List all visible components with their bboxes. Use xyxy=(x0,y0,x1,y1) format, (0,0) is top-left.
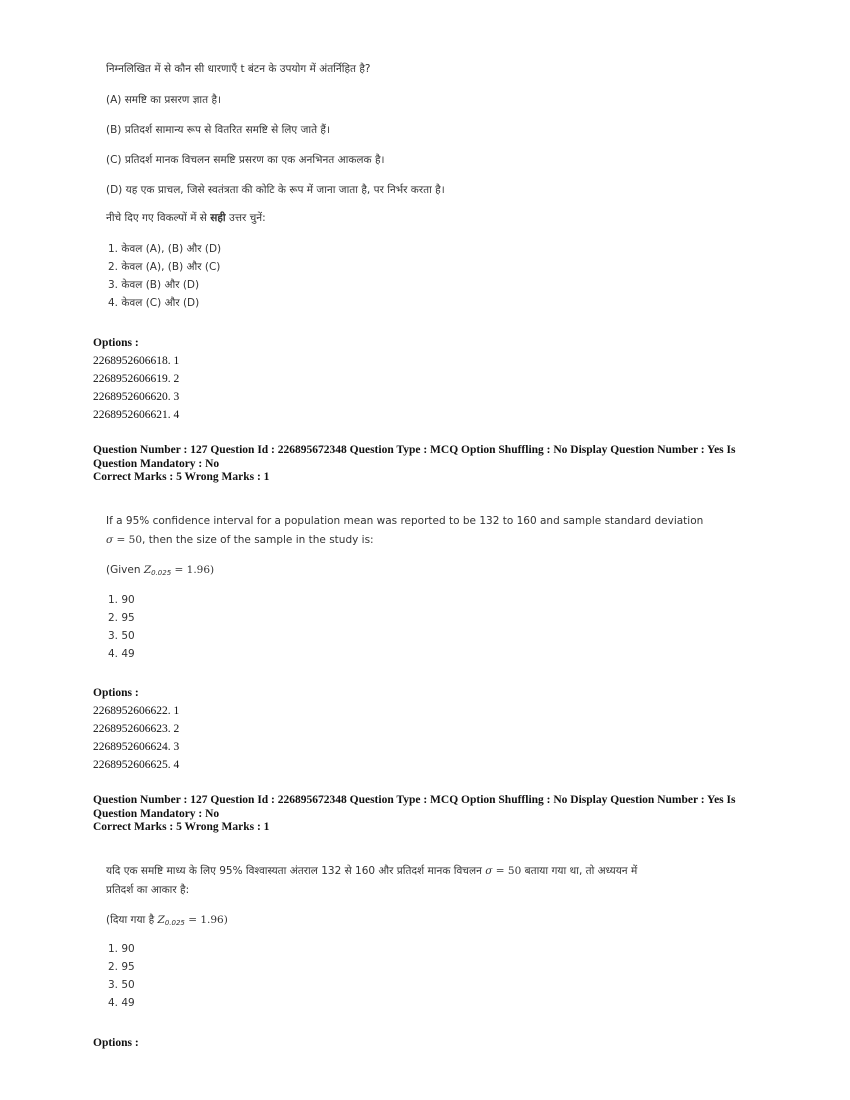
q2-given-prefix: (Given xyxy=(106,564,144,576)
q3-given-suffix: = 1.96) xyxy=(184,914,228,926)
option-id: 2268952606624. 3 xyxy=(93,741,180,753)
q3-choice: 3. 50 xyxy=(108,979,135,991)
q3-choice: 1. 90 xyxy=(108,943,135,955)
sigma-symbol: σ xyxy=(106,534,114,546)
q1-choice: 1. केवल (A), (B) और (D) xyxy=(108,243,222,255)
q1-statement-a: (A) समष्टि का प्रसरण ज्ञात है। xyxy=(106,94,222,106)
z-subscript: 0.025 xyxy=(164,919,185,927)
z-subscript: 0.025 xyxy=(151,569,172,577)
q1-statement-b: (B) प्रतिदर्श सामान्य रूप से वितरित समष्टि से लिए जाते हैं। xyxy=(106,124,330,136)
q3-stem-line2: प्रतिदर्श का आकार है: xyxy=(106,884,190,896)
q3-meta-line2: Question Mandatory : No xyxy=(93,807,220,820)
q1-choice: 3. केवल (B) और (D) xyxy=(108,279,200,291)
q3-options xyxy=(93,1034,793,1052)
z-symbol: Z xyxy=(157,914,165,926)
q2-stem-line1: If a 95% confidence interval for a population mean was reported to be 132 to 160 and sample standard deviation xyxy=(106,515,704,527)
q3-meta-line1: Question Number : 127 Question Id : 226895672348 Question Type : MCQ Option Shuffling : No Display Question Number : Yes Is xyxy=(93,794,736,806)
q2-stem-suffix: , then the size of the sample in the study is: xyxy=(142,534,374,546)
q2-options xyxy=(93,684,793,774)
q2-meta xyxy=(93,444,793,485)
option-id: 2268952606619. 2 xyxy=(93,373,180,385)
q2-meta-line3: Correct Marks : 5 Wrong Marks : 1 xyxy=(93,471,270,483)
q1-options-label: Options : xyxy=(93,337,139,349)
q2-choice: 4. 49 xyxy=(108,648,135,660)
q3-stem-after-sigma: बताया गया था, तो अध्ययन में xyxy=(521,865,638,877)
option-id: 2268952606618. 1 xyxy=(93,355,180,367)
q1-instruction-bold: सही xyxy=(210,212,226,224)
q2-meta-line2: Question Mandatory : No xyxy=(93,457,220,470)
q2-given xyxy=(106,564,214,577)
q2-choice: 2. 95 xyxy=(108,612,135,624)
q3-stem-line1 xyxy=(106,864,637,878)
q3-options-label: Options : xyxy=(93,1037,139,1049)
q2-choice: 1. 90 xyxy=(108,594,135,606)
q3-choice-list xyxy=(108,940,135,1012)
sigma-value: = 50 xyxy=(492,865,522,877)
option-id: 2268952606620. 3 xyxy=(93,391,180,403)
sigma-value: = 50 xyxy=(113,534,143,546)
option-id: 2268952606622. 1 xyxy=(93,705,180,717)
q1-choice: 2. केवल (A), (B) और (C) xyxy=(108,261,221,273)
q1-instruction-suffix: उत्तर चुनें: xyxy=(225,212,266,224)
q3-given-prefix: (दिया गया है xyxy=(106,914,158,926)
option-id: 2268952606625. 4 xyxy=(93,759,180,771)
q1-instruction xyxy=(106,211,266,225)
q3-choice: 4. 49 xyxy=(108,997,135,1009)
q1-statement-c: (C) प्रतिदर्श मानक विचलन समष्टि प्रसरण का एक अनभिनत आकलक है। xyxy=(106,154,385,166)
q2-options-label: Options : xyxy=(93,687,139,699)
q1-statement-d: (D) यह एक प्राचल, जिसे स्वतंत्रता की कोटि के रूप में जाना जाता है, पर निर्भर करता है। xyxy=(106,184,445,196)
q3-meta xyxy=(93,794,793,835)
q1-choice-list xyxy=(108,240,221,312)
option-id: 2268952606621. 4 xyxy=(93,409,180,421)
q1-instruction-prefix: नीचे दिए गए विकल्पों में से xyxy=(106,212,211,224)
q2-given-suffix: = 1.96) xyxy=(171,564,215,576)
q2-choice: 3. 50 xyxy=(108,630,135,642)
q3-meta-line3: Correct Marks : 5 Wrong Marks : 1 xyxy=(93,821,270,833)
q3-stem-before-sigma: यदि एक समष्टि माध्य के लिए 95% विश्वास्यता अंतराल 132 से 160 और प्रतिदर्श मानक विचलन xyxy=(106,865,486,877)
z-symbol: Z xyxy=(143,564,152,576)
q2-meta-line1: Question Number : 127 Question Id : 226895672348 Question Type : MCQ Option Shuffling : No Display Question Number : Yes Is xyxy=(93,444,736,456)
q1-stem: निम्नलिखित में से कौन सी धारणाएँ t बंटन के उपयोग में अंतर्निहित है? xyxy=(106,63,371,75)
q3-given xyxy=(106,913,228,927)
sigma-symbol: σ xyxy=(485,865,493,877)
q3-choice: 2. 95 xyxy=(108,961,135,973)
q1-choice: 4. केवल (C) और (D) xyxy=(108,297,200,309)
q1-options xyxy=(93,334,793,424)
q2-stem-line2 xyxy=(106,534,374,546)
q2-choice-list xyxy=(108,591,135,663)
option-id: 2268952606623. 2 xyxy=(93,723,180,735)
